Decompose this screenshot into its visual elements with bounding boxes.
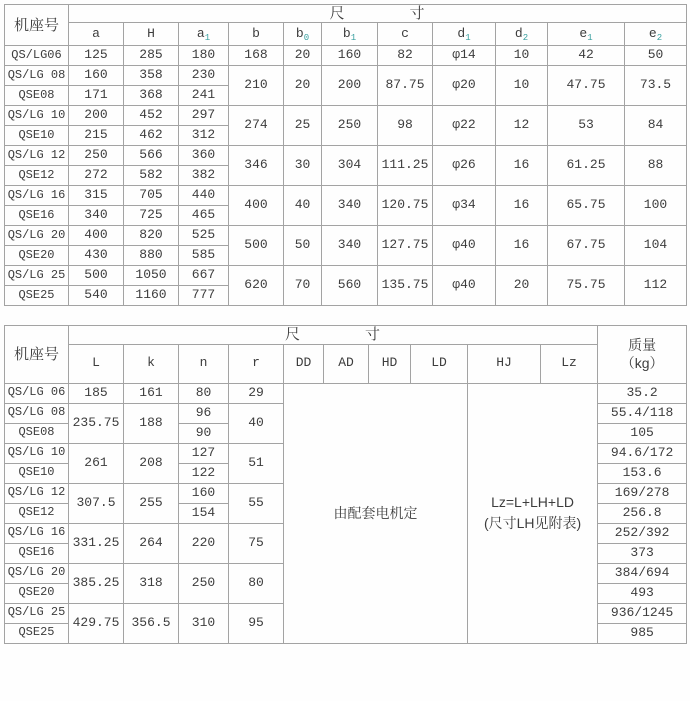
table-cell: 985 [598,623,687,643]
table-cell: QS/LG 20 [5,226,69,246]
table-cell: 465 [179,206,229,226]
table-cell: 452 [124,106,179,126]
table-cell: φ20 [433,66,496,106]
column-header: n [179,344,229,383]
table-cell: QSE10 [5,463,69,483]
table-cell: 936/1245 [598,603,687,623]
table-cell: 880 [124,246,179,266]
table-cell: 61.25 [548,146,625,186]
table-cell: 160 [179,483,229,503]
table-cell: 35.2 [598,383,687,403]
table-cell: 1050 [124,266,179,286]
table-cell: 42 [548,46,625,66]
table-cell: 53 [548,106,625,146]
table-cell: 104 [625,226,687,266]
dimension-table-bottom [4,325,687,643]
column-header: $e_1$ [548,23,625,46]
table-cell: 560 [322,266,378,306]
table-cell: QS/LG 16 [5,186,69,206]
dimension-table-top [4,4,687,306]
table-cell: QSE10 [5,126,69,146]
table-cell: 171 [69,86,124,106]
frame-number-header: 机座号 [5,5,69,46]
column-header: Lz [541,344,598,383]
mass-header: 质量 （kg） [598,326,687,383]
table-cell: 154 [179,503,229,523]
table-cell: 185 [69,383,124,403]
column-header: HJ [468,344,541,383]
table-cell: 256.8 [598,503,687,523]
table-cell: 525 [179,226,229,246]
table-cell: 135.75 [378,266,433,306]
table-cell: QS/LG 20 [5,563,69,583]
table-cell: 230 [179,66,229,86]
table-cell: 80 [179,383,229,403]
column-header: $d_1$ [433,23,496,46]
column-header: $b_0$ [284,23,322,46]
table-cell: 73.5 [625,66,687,106]
table-cell: 169/278 [598,483,687,503]
table-cell: 241 [179,86,229,106]
table-cell: 125 [69,46,124,66]
table-row [5,266,687,286]
table-cell: φ40 [433,226,496,266]
table-cell: 200 [322,66,378,106]
column-header: $a_1$ [179,23,229,46]
table-cell: 47.75 [548,66,625,106]
table-cell: 67.75 [548,226,625,266]
column-header: a [69,23,124,46]
table-cell: 188 [124,403,179,443]
table-cell: 500 [229,226,284,266]
table-cell: 566 [124,146,179,166]
table-cell: QSE16 [5,543,69,563]
table-cell: 161 [124,383,179,403]
table-cell: 582 [124,166,179,186]
column-header: H [124,23,179,46]
table-cell: 585 [179,246,229,266]
table-cell: 200 [69,106,124,126]
table-cell: 400 [229,186,284,226]
size-title: 尺 寸 [69,5,687,23]
table-cell: 705 [124,186,179,206]
table-cell: 75 [229,523,284,563]
table-cell: 429.75 [69,603,124,643]
table-cell: QSE25 [5,286,69,306]
table-cell: 210 [229,66,284,106]
table-cell: QSE16 [5,206,69,226]
table-cell: 40 [284,186,322,226]
table-cell: 98 [378,106,433,146]
table-cell: 30 [284,146,322,186]
header-row [5,23,687,46]
table-cell: 16 [496,186,548,226]
header-row [5,344,687,383]
table-cell: 331.25 [69,523,124,563]
table-cell: QS/LG 25 [5,266,69,286]
table-cell: 50 [284,226,322,266]
table-cell: 70 [284,266,322,306]
table-cell: 318 [124,563,179,603]
table-cell: 340 [322,186,378,226]
table-cell: QS/LG 12 [5,146,69,166]
table-cell: 84 [625,106,687,146]
frame-number-header: 机座号 [5,326,69,383]
table-cell: 25 [284,106,322,146]
table-cell: 250 [322,106,378,146]
column-header: r [229,344,284,383]
table-cell: 820 [124,226,179,246]
table-cell: 310 [179,603,229,643]
table-cell: 620 [229,266,284,306]
table-cell: QS/LG 06 [5,383,69,403]
table-row [5,106,687,126]
table-cell: φ34 [433,186,496,226]
table-cell: 400 [69,226,124,246]
table-row [5,46,687,66]
table-cell: 168 [229,46,284,66]
table-cell: 180 [179,46,229,66]
table-cell: 75.75 [548,266,625,306]
subscript: 1 [204,32,211,43]
table-cell: 462 [124,126,179,146]
table-cell: QSE12 [5,503,69,523]
column-header: HD [369,344,411,383]
table-cell: 360 [179,146,229,166]
table-cell: 112 [625,266,687,306]
table-cell: 304 [322,146,378,186]
table-cell: 315 [69,186,124,206]
table-cell: 127.75 [378,226,433,266]
table-cell: 20 [284,66,322,106]
table-cell: 111.25 [378,146,433,186]
table-cell: 312 [179,126,229,146]
table-cell: 40 [229,403,284,443]
table-cell: 88 [625,146,687,186]
table-cell: 440 [179,186,229,206]
column-header: DD [284,344,324,383]
column-header: $d_2$ [496,23,548,46]
subscript: 1 [350,32,357,43]
table-cell: 105 [598,423,687,443]
subscript: 0 [303,32,310,43]
table-cell: 160 [69,66,124,86]
table-cell: 285 [124,46,179,66]
table-cell: φ40 [433,266,496,306]
table-cell: 725 [124,206,179,226]
table-cell: 90 [179,423,229,443]
table-cell: 16 [496,146,548,186]
table-cell: 346 [229,146,284,186]
table-cell: 385.25 [69,563,124,603]
table-cell: 250 [69,146,124,166]
table-cell: 358 [124,66,179,86]
column-header: k [124,344,179,383]
subscript: 1 [465,32,471,43]
column-header: b [229,23,284,46]
table-cell: 10 [496,46,548,66]
table-cell: 430 [69,246,124,266]
table-cell: 12 [496,106,548,146]
table-cell: 29 [229,383,284,403]
table-cell: 96 [179,403,229,423]
table-cell: 264 [124,523,179,563]
table-cell: 500 [69,266,124,286]
table-cell: 51 [229,443,284,483]
table-cell: 120.75 [378,186,433,226]
table-cell: 368 [124,86,179,106]
table-cell: QSE08 [5,86,69,106]
table-cell: 255 [124,483,179,523]
table-cell: QSE08 [5,423,69,443]
table-cell: QS/LG 12 [5,483,69,503]
lz-formula-cell: Lz=L+LH+LD (尺寸LH见附表) [468,383,598,643]
column-header: AD [324,344,369,383]
table-cell: 100 [625,186,687,226]
table-cell: φ14 [433,46,496,66]
table-cell: 95 [229,603,284,643]
table-cell: QSE20 [5,583,69,603]
table-cell: QS/LG06 [5,46,69,66]
table-cell: 65.75 [548,186,625,226]
motor-note-cell: 由配套电机定 [284,383,468,643]
table-cell: 667 [179,266,229,286]
table-cell: 20 [284,46,322,66]
table-row [5,186,687,206]
table-cell: 250 [179,563,229,603]
table-cell: 252/392 [598,523,687,543]
table-cell: 235.75 [69,403,124,443]
table-row [5,383,687,403]
table-cell: QS/LG 08 [5,66,69,86]
table-cell: 220 [179,523,229,563]
header-row [5,5,687,23]
table-cell: 80 [229,563,284,603]
table-cell: 122 [179,463,229,483]
table-cell: 272 [69,166,124,186]
table-cell: 208 [124,443,179,483]
table-cell: 50 [625,46,687,66]
column-header: $e_2$ [625,23,687,46]
size-title: 尺 寸 [69,326,598,344]
table-cell: 20 [496,266,548,306]
table-cell: 373 [598,543,687,563]
table-cell: 16 [496,226,548,266]
table-cell: 340 [69,206,124,226]
table-cell: QS/LG 25 [5,603,69,623]
table-cell: 340 [322,226,378,266]
table-cell: 160 [322,46,378,66]
table-cell: 274 [229,106,284,146]
subscript: 2 [656,32,663,43]
column-header: LD [411,344,468,383]
table-cell: 82 [378,46,433,66]
table-cell: 540 [69,286,124,306]
header-row [5,326,687,344]
table-cell: 215 [69,126,124,146]
table-cell: 1160 [124,286,179,306]
subscript: 1 [587,32,593,43]
table-cell: QS/LG 10 [5,443,69,463]
table-row [5,66,687,86]
table-cell: 55 [229,483,284,523]
table-cell: 493 [598,583,687,603]
table-cell: QS/LG 08 [5,403,69,423]
table-cell: 261 [69,443,124,483]
table-cell: 297 [179,106,229,126]
table-row [5,226,687,246]
table-cell: QS/LG 16 [5,523,69,543]
table-cell: QS/LG 10 [5,106,69,126]
table-cell: 777 [179,286,229,306]
subscript: 2 [522,32,529,43]
table-cell: QSE25 [5,623,69,643]
table-cell: QSE12 [5,166,69,186]
table-cell: 382 [179,166,229,186]
table-cell: φ22 [433,106,496,146]
column-header: $b_1$ [322,23,378,46]
table-cell: 127 [179,443,229,463]
table-cell: 356.5 [124,603,179,643]
table-cell: 94.6/172 [598,443,687,463]
table-cell: 10 [496,66,548,106]
table-cell: 87.75 [378,66,433,106]
table-cell: φ26 [433,146,496,186]
table-cell: 307.5 [69,483,124,523]
table-cell: 55.4/118 [598,403,687,423]
table-cell: QSE20 [5,246,69,266]
table-cell: 384/694 [598,563,687,583]
column-header: c [378,23,433,46]
table-cell: 153.6 [598,463,687,483]
table-row [5,146,687,166]
column-header: L [69,344,124,383]
